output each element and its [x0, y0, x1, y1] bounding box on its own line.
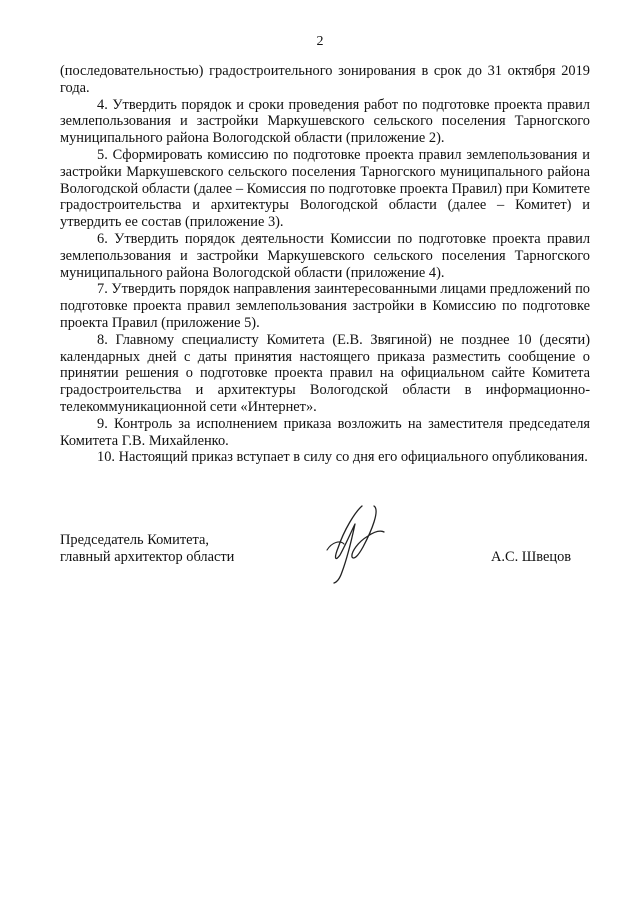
document-body: [60, 63, 590, 466]
signatory-title: [60, 532, 234, 566]
page-number: 2: [316, 34, 324, 49]
paragraph-item-4: 4. Утвердить порядок и сроки проведения работ по подготовке проекта правил землепользования и застройки Маркушевского сельского поселения Тарногского муниципального района Вологодской области (приложение 2).: [60, 96, 590, 147]
paragraph-item-8: 8. Главному специалисту Комитета (Е.В. Звягиной) не позднее 10 (десяти) календарных дней с даты принятия настоящего приказа разместить сообщение о принятии решения о подготовке проекта правил на официальном сайте Комитета градостроительства и архитектуры Вологодской области в информационно-телекоммуникационной сети «Интернет».: [60, 331, 590, 415]
paragraph-continuation: (последовательностью) градостроительного зонирования в срок до 31 октября 2019 года.: [60, 63, 590, 96]
paragraph-item-10: 10. Настоящий приказ вступает в силу со дня его официального опубликования.: [97, 449, 588, 466]
signatory-title-line-1: Председатель Комитета,: [60, 532, 209, 548]
paragraph-item-7: 7. Утвердить порядок направления заинтересованными лицами предложений по подготовке проекта правил землепользования застройки в Комиссию по подготовке проекта Правил (приложение 5).: [60, 281, 590, 331]
paragraph-item-6: 6. Утвердить порядок деятельности Комиссии по подготовке проекта правил землепользования и застройки Маркушевского сельского поселения Тарногского муниципального района Вологодской области (приложение 4).: [60, 230, 590, 281]
handwritten-signature: [322, 500, 392, 585]
paragraph-item-9: 9. Контроль за исполнением приказа возложить на заместителя председателя Комитета Г.В. Михайленко.: [60, 415, 590, 449]
signatory-name: А.С. Швецов: [491, 549, 572, 565]
signatory-title-line-2: главный архитектор области: [60, 549, 235, 565]
paragraph-item-5: 5. Сформировать комиссию по подготовке проекта правил землепользования и застройки Маркушевского сельского поселения Тарногского муниципального района Вологодской области (далее – Комиссия по подготовке проекта Правил) при Комитете градостроительства и архитектуры Вологодской области (далее – Комитет) и утвердить ее состав (приложение 3).: [60, 146, 590, 231]
